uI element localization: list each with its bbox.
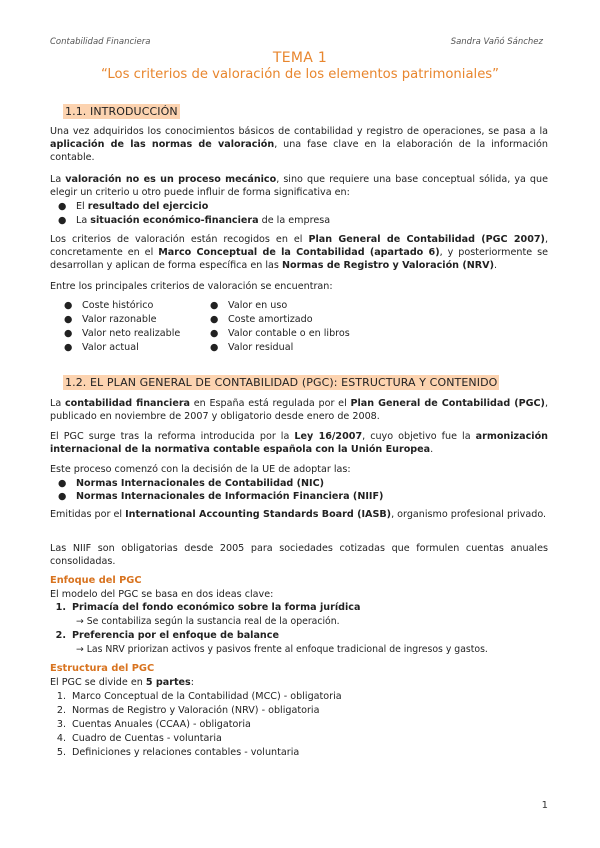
list-item: ● Valor neto realizable: [64, 328, 181, 339]
list-item: ● Normas Internacionales de Contabilidad (NIC): [58, 478, 325, 489]
bullet-icon: ●: [64, 314, 73, 325]
intro-paragraph-2: La valoración no es un proceso mecánico, sino que requiere una base conceptual sólida, ya que elegir un criterio u otro puede influir de forma significativa en:: [50, 174, 549, 198]
page-number: 1: [541, 800, 548, 811]
pgc-paragraph-5: Las NIIF son obligatorias desde 2005 para sociedades cotizadas que formulen cuentas anuales consolidadas.: [50, 543, 548, 567]
list-item: ● La situación económico-financiera de la empresa: [58, 215, 331, 226]
bullet-icon: ●: [64, 342, 73, 353]
list-item: 2. Preferencia por el enfoque de balance: [55, 630, 279, 641]
bullet-icon: ●: [210, 300, 219, 311]
enfoque-intro: El modelo del PGC se basa en dos ideas clave:: [50, 589, 274, 600]
header-course: Contabilidad Financiera: [50, 37, 151, 47]
bullet-icon: ●: [210, 328, 219, 339]
list-item: ● Valor en uso: [210, 300, 288, 311]
estructura-intro: El PGC se divide en 5 partes:: [50, 677, 195, 688]
pgc-paragraph-3: Este proceso comenzó con la decisión de la UE de adoptar las:: [50, 464, 351, 475]
page-subtitle: “Los criterios de valoración de los elementos patrimoniales”: [100, 67, 500, 82]
bullet-icon: ●: [58, 215, 67, 226]
subheading-estructura: Estructura del PGC: [50, 663, 155, 674]
list-item: ● Valor razonable: [64, 314, 157, 325]
list-item: ● El resultado del ejercicio: [58, 201, 209, 212]
list-item: ● Coste histórico: [64, 300, 154, 311]
section-heading-introduccion: 1.1. INTRODUCCIÓN: [65, 105, 178, 118]
bullet-icon: ●: [64, 300, 73, 311]
list-item: ● Coste amortizado: [210, 314, 313, 325]
bullet-icon: ●: [58, 478, 67, 489]
bullet-icon: ●: [210, 314, 219, 325]
bullet-icon: ●: [210, 342, 219, 353]
enfoque-note-1: → Se contabiliza según la sustancia real de la operación.: [76, 616, 340, 627]
enfoque-note-2: → Las NRV priorizan activos y pasivos frente al enfoque tradicional de ingresos y gastos.: [76, 644, 488, 655]
list-item: 4. Cuadro de Cuentas - voluntaria: [56, 733, 222, 744]
intro-paragraph-1: Una vez adquiridos los conocimientos básicos de contabilidad y registro de operaciones, se pasa a la aplicación de las normas de valoración, una fase clave en la elaboración de la información contable.: [50, 126, 548, 163]
bullet-icon: ●: [58, 201, 67, 212]
intro-paragraph-3: Los criterios de valoración están recogidos en el Plan General de Contabilidad (PGC 2007), concretamente en el Marco Conceptual de la Contabilidad (apartado 6), y posteriormente se desarrollan y aplican de forma específica en las Normas de Registro y Valoración (NRV).: [50, 234, 548, 271]
bullet-icon: ●: [64, 328, 73, 339]
pgc-paragraph-2: El PGC surge tras la reforma introducida por la Ley 16/2007, cuyo objetivo fue la armonización internacional de la normativa contable española con la Unión Europea.: [50, 431, 548, 455]
pgc-paragraph-4: Emitidas por el International Accounting Standards Board (IASB), organismo profesional privado.: [50, 509, 547, 520]
list-item: ● Valor contable o en libros: [210, 328, 350, 339]
list-item: 3. Cuentas Anuales (CCAA) - obligatoria: [56, 719, 251, 730]
page-title: TEMA 1: [272, 50, 328, 66]
header-author: Sandra Vañó Sánchez: [450, 37, 543, 47]
list-item: 1. Primacía del fondo económico sobre la forma jurídica: [55, 602, 361, 613]
bullet-icon: ●: [58, 491, 67, 502]
intro-paragraph-4: Entre los principales criterios de valoración se encuentran:: [50, 281, 333, 292]
section-heading-pgc: 1.2. EL PLAN GENERAL DE CONTABILIDAD (PGC): ESTRUCTURA Y CONTENIDO: [65, 376, 498, 389]
list-item: ● Valor actual: [64, 342, 139, 353]
list-item: 2. Normas de Registro y Valoración (NRV) - obligatoria: [56, 705, 320, 716]
list-item: ● Valor residual: [210, 342, 294, 353]
list-item: 5. Definiciones y relaciones contables - voluntaria: [56, 747, 300, 758]
subheading-enfoque: Enfoque del PGC: [50, 575, 142, 586]
list-item: 1. Marco Conceptual de la Contabilidad (MCC) - obligatoria: [56, 691, 342, 702]
pgc-paragraph-1: La contabilidad financiera en España está regulada por el Plan General de Contabilidad (PGC), publicado en noviembre de 2007 y obligatorio desde enero de 2008.: [50, 398, 549, 422]
list-item: ● Normas Internacionales de Información Financiera (NIIF): [58, 491, 384, 502]
